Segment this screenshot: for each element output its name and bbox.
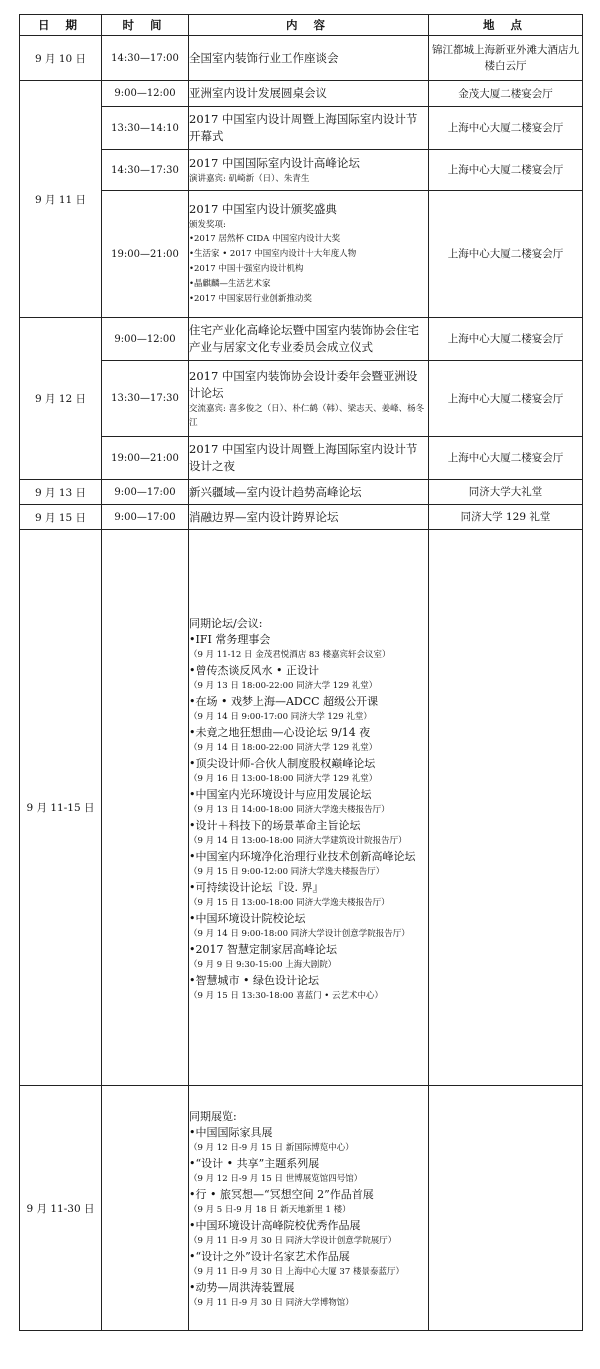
header-date: 日 期 — [20, 15, 102, 36]
time-cell: 13:30—14:10 — [102, 107, 189, 150]
table-row — [20, 530, 583, 1086]
table-row — [20, 36, 583, 81]
exhibition-heading: 同期展览: — [189, 1110, 237, 1123]
forum-item-note: （9 月 9 日 9:30-15:00 上海大剧院） — [189, 959, 337, 970]
award-list — [189, 232, 428, 307]
list-item: • 生活家 • 2017 中国室内设计十大年度人物 — [189, 247, 428, 262]
content-cell — [189, 36, 429, 81]
event-title: 2017 中国室内设计周暨上海国际室内设计节开幕式 — [189, 112, 418, 143]
time-cell: 9:00—17:00 — [102, 505, 189, 530]
content-cell — [189, 81, 429, 107]
exhibition-item-note: （9 月 11 日-9 月 30 日 上海中心大厦 37 楼景泰蓝厅） — [189, 1267, 404, 1277]
time-cell: 9:00—17:00 — [102, 480, 189, 505]
event-title: 2017 中国室内装饰协会设计委年会暨亚洲设计论坛 — [189, 368, 418, 400]
forum-item-note: （9 月 15 日 9:00-12:00 同济大学逸夫楼报告厅） — [189, 866, 385, 877]
time-cell: 14:30—17:30 — [102, 150, 189, 191]
content-cell — [189, 361, 429, 437]
forum-item-note: （9 月 14 日 9:00-18:00 同济大学设计创意学院报告厅） — [189, 928, 410, 939]
table-row — [20, 81, 583, 107]
list-item: • 晶麒麟—生活艺术家 — [189, 277, 428, 292]
forum-item-title: • 智慧城市 • 绿色设计论坛 — [189, 973, 428, 989]
content-cell — [189, 480, 429, 505]
time-cell: 9:00—12:00 — [102, 81, 189, 107]
content-cell — [189, 191, 429, 318]
table-row — [20, 150, 583, 191]
forum-item-note: （9 月 14 日 13:00-18:00 同济大学建筑设计院报告厅） — [189, 835, 407, 846]
content-cell — [189, 150, 429, 191]
table-row — [20, 107, 583, 150]
forum-item-title: • 2017 智慧定制家居高峰论坛 — [189, 942, 428, 958]
time-cell: 19:00—21:00 — [102, 437, 189, 480]
forum-item-title: • 顶尖设计师-合伙人制度股权巅峰论坛 — [189, 756, 428, 772]
event-title: 住宅产业化高峰论坛暨中国室内装饰协会住宅产业与居家文化专业委员会成立仪式 — [189, 323, 419, 354]
date-cell: 9 月 11-30 日 — [20, 1086, 102, 1331]
content-cell — [189, 505, 429, 530]
exhibition-item-note: （9 月 12 日-9 月 15 日 世博展览馆四号馆） — [189, 1174, 363, 1184]
time-cell — [102, 1086, 189, 1331]
time-cell: 13:30—17:30 — [102, 361, 189, 437]
venue-cell: 上海中心大厦二楼宴会厅 — [429, 191, 583, 318]
forum-item-title: • 中国室内环境净化治理行业技术创新高峰论坛 — [189, 849, 428, 865]
event-title: 2017 中国室内设计颁奖盛典 — [189, 202, 337, 216]
exhibition-item-note: （9 月 11 日-9 月 30 日 同济大学博物馆） — [189, 1298, 354, 1308]
event-title: 新兴疆域—室内设计趋势高峰论坛 — [189, 484, 362, 499]
forum-item-note: （9 月 13 日 18:00-22:00 同济大学 129 礼堂） — [189, 680, 378, 691]
exhibition-item-note: （9 月 5 日-9 月 18 日 新天地新里 1 楼） — [189, 1205, 351, 1215]
schedule-wrapper — [19, 14, 582, 1331]
table-row — [20, 505, 583, 530]
forum-item-title: • 未竟之地狂想曲—心设论坛 9/14 夜 — [189, 725, 428, 741]
time-cell: 14:30—17:00 — [102, 36, 189, 81]
date-cell: 9 月 10 日 — [20, 36, 102, 81]
award-heading: 颁发奖项: — [189, 220, 226, 230]
venue-cell: 上海中心大厦二楼宴会厅 — [429, 437, 583, 480]
forum-item-note: （9 月 16 日 13:00-18:00 同济大学 129 礼堂） — [189, 773, 378, 784]
table-row — [20, 318, 583, 361]
exhibition-item-title: • 中国环境设计高峰院校优秀作品展 — [189, 1218, 428, 1234]
exhibition-item-title: • “设计之外”设计名家艺术作品展 — [189, 1249, 428, 1265]
event-title: 消融边界—室内设计跨界论坛 — [189, 509, 339, 524]
forum-item-note: （9 月 15 日 13:30-18:00 喜蓝门 • 云艺术中心） — [189, 990, 384, 1001]
forum-item-note: （9 月 13 日 14:00-18:00 同济大学逸夫楼报告厅） — [189, 804, 390, 815]
venue-cell: 同济大学大礼堂 — [429, 480, 583, 505]
exhibition-item-title: • 动势—周洪涛装置展 — [189, 1280, 428, 1296]
forum-heading: 同期论坛/会议: — [189, 616, 263, 630]
venue-cell — [429, 530, 583, 1086]
list-item: • 2017 中国家居行业创新推动奖 — [189, 292, 428, 307]
table-row — [20, 437, 583, 480]
forum-item-title: • 可持续设计论坛『设. 界』 — [189, 880, 428, 896]
date-cell: 9 月 12 日 — [20, 318, 102, 480]
list-item: • 2017 中国十强室内设计机构 — [189, 262, 428, 277]
time-cell: 9:00—12:00 — [102, 318, 189, 361]
venue-cell: 上海中心大厦二楼宴会厅 — [429, 318, 583, 361]
forum-item-note: （9 月 14 日 18:00-22:00 同济大学 129 礼堂） — [189, 742, 378, 753]
venue-cell: 金茂大厦二楼宴会厅 — [429, 81, 583, 107]
exhibition-item-note: （9 月 12 日-9 月 15 日 新国际博览中心） — [189, 1143, 354, 1153]
list-item: • 2017 居然杯 CIDA 中国室内设计大奖 — [189, 232, 428, 247]
forum-item-title: • IFI 常务理事会 — [189, 632, 428, 648]
venue-cell — [429, 1086, 583, 1331]
exhibition-item-title: • 行 • 旅冥想—“冥想空间 2”作品首展 — [189, 1187, 428, 1203]
exhibition-item-note: （9 月 11 日-9 月 30 日 同济大学设计创意学院展厅） — [189, 1236, 397, 1246]
table-row — [20, 480, 583, 505]
event-title: 全国室内装饰行业工作座谈会 — [189, 50, 339, 65]
event-speakers: 交流嘉宾: 喜多俊之（日）、朴仁鹤（韩）、梁志天、姜峰、杨冬江 — [189, 403, 425, 428]
venue-cell: 上海中心大厦二楼宴会厅 — [429, 107, 583, 150]
time-cell — [102, 530, 189, 1086]
forum-list-cell — [189, 530, 429, 1086]
venue-cell: 锦江都城上海新亚外滩大酒店九楼白云厅 — [429, 36, 583, 81]
table-row — [20, 361, 583, 437]
event-title: 2017 中国国际室内设计高峰论坛 — [189, 155, 360, 170]
forum-item-title: • 中国室内光环境设计与应用发展论坛 — [189, 787, 428, 803]
venue-cell: 同济大学 129 礼堂 — [429, 505, 583, 530]
venue-cell: 上海中心大厦二楼宴会厅 — [429, 361, 583, 437]
content-cell — [189, 107, 429, 150]
exhibition-item-title: • “设计 • 共享”主题系列展 — [189, 1156, 428, 1172]
schedule-table — [19, 14, 583, 1331]
venue-cell: 上海中心大厦二楼宴会厅 — [429, 150, 583, 191]
event-speakers: 演讲嘉宾: 矶崎新（日）、朱青生 — [189, 173, 310, 184]
exhibition-item-title: • 中国国际家具展 — [189, 1125, 428, 1141]
header-content: 内 容 — [189, 15, 429, 36]
forum-item-title: • 设计＋科技下的场景革命主旨论坛 — [189, 818, 428, 834]
date-cell: 9 月 11 日 — [20, 81, 102, 318]
content-cell — [189, 318, 429, 361]
forum-item-note: （9 月 15 日 13:00-18:00 同济大学逸夫楼报告厅） — [189, 897, 390, 908]
header-row — [20, 15, 583, 36]
forum-item-title: • 曾传杰谈反风水 • 正设计 — [189, 663, 428, 679]
header-venue: 地 点 — [429, 15, 583, 36]
forum-item-note: （9 月 14 日 9:00-17:00 同济大学 129 礼堂） — [189, 711, 372, 722]
time-cell: 19:00—21:00 — [102, 191, 189, 318]
date-cell: 9 月 15 日 — [20, 505, 102, 530]
forum-item-title: • 在场 • 戏梦上海—ADCC 超级公开课 — [189, 694, 428, 710]
forum-item-note: （9 月 11-12 日 金茂君悦酒店 83 楼嘉宾轩会议室） — [189, 649, 391, 660]
table-row — [20, 1086, 583, 1331]
table-row — [20, 191, 583, 318]
date-cell: 9 月 11-15 日 — [20, 530, 102, 1086]
forum-item-title: • 中国环境设计院校论坛 — [189, 911, 428, 927]
exhibition-list-cell — [189, 1086, 429, 1331]
header-time: 时 间 — [102, 15, 189, 36]
date-cell: 9 月 13 日 — [20, 480, 102, 505]
event-title: 2017 中国室内设计周暨上海国际室内设计节设计之夜 — [189, 442, 418, 473]
content-cell — [189, 437, 429, 480]
event-title: 亚洲室内设计发展圆桌会议 — [189, 86, 327, 100]
